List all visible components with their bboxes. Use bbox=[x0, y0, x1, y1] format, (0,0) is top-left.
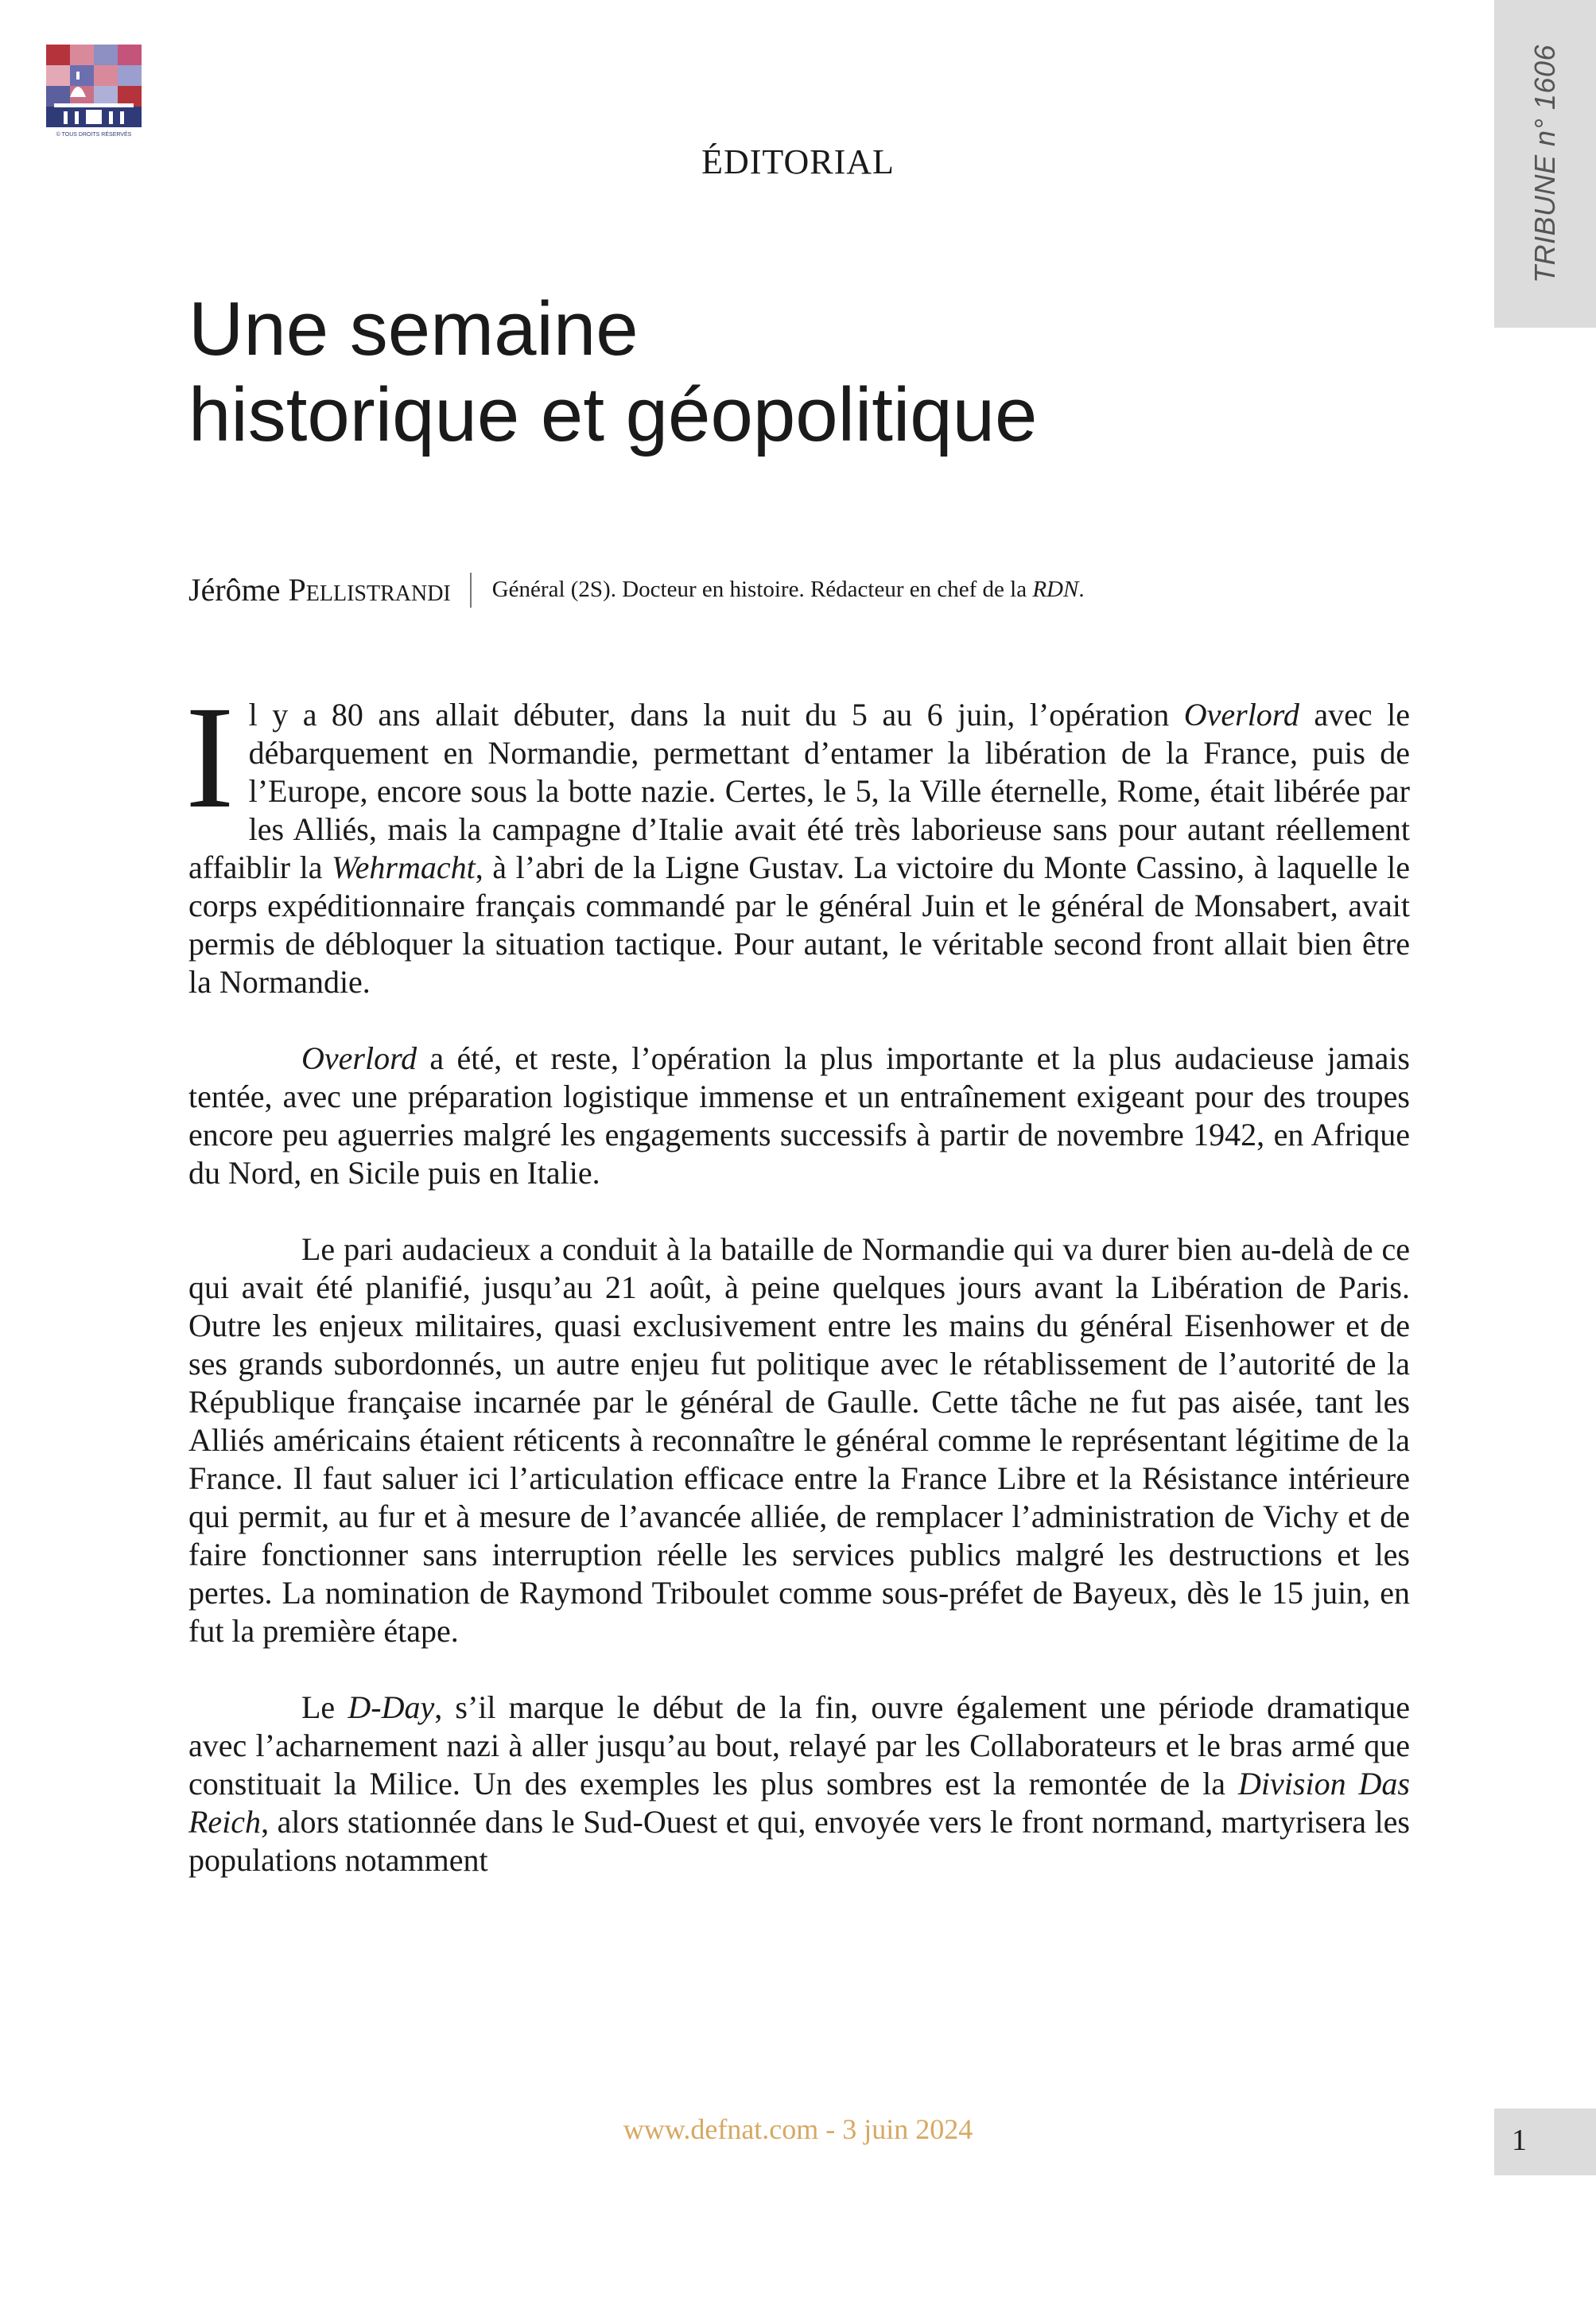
article-title bbox=[188, 286, 1037, 457]
logo-caption: © TOUS DROITS RÉSERVÉS bbox=[56, 132, 132, 138]
footer-source: www.defnat.com - 3 juin 2024 bbox=[623, 2113, 973, 2145]
tribune-number: TRIBUNE n° 1606 bbox=[1528, 44, 1561, 284]
paragraph-3: Le pari audacieux a conduit à la bataille de Normandie qui va durer bien au-delà de ce qui avait été planifié, jusqu’au 21 août, à peine quelques jours avant la Libération de Paris. Outre les enjeux militaires, quasi exclusivement entre les mains du général Eisenhower et de ses grands subordonnés, un autre enjeu fut politique avec le rétablissement de l’autorité de la République française incarnée par le général de Gaulle. Cette tâche ne fut pas aisée, tant les Alliés américains étaient réticents à reconnaître le général comme le représentant légitime de la France. Il faut saluer ici l’articulation efficace entre la France Libre et la Résistance intérieure qui permit, au fur et à mesure de l’avancée alliée, de remplacer l’administration de Vichy et de faire fonctionner sans interruption réelle les services publics malgré les destructions et les pertes. La nomination de Raymond Triboulet comme sous-préfet de Bayeux, dès le 15 juin, en fut la première étape. bbox=[188, 1231, 1410, 1649]
author-description: Général (2S). Docteur en histoire. Rédacteur en chef de la RDN. bbox=[491, 577, 1085, 602]
paragraph-4: Le D-Day, s’il marque le début de la fin, ouvre également une période dramatique avec l’acharnement nazi à aller jusqu’au bout, relayé par les Collaborateurs et le bras armé que constituait la Milice. Un des exemples les plus sombres est la remontée de la Division Das Reich, alors stationnée dans le Sud-Ouest et qui, envoyée vers le front normand, martyrisera les populations notamment bbox=[188, 1689, 1411, 1878]
author-first-name: Jérôme bbox=[188, 572, 281, 608]
article-title-line-1: Une semaine bbox=[188, 286, 639, 371]
article-body bbox=[185, 676, 1411, 1918]
section-label: ÉDITORIAL bbox=[701, 142, 895, 181]
page-number: 1 bbox=[1512, 2124, 1527, 2157]
drop-cap: I bbox=[185, 676, 235, 839]
building-dome-logo-icon bbox=[46, 45, 142, 140]
article-title-line-2: historique et géopolitique bbox=[188, 371, 1038, 457]
paragraph-2: Overlord a été, et reste, l’opération la plus importante et la plus audacieuse jamais tentée, avec une préparation logistique immense et un entraînement exigeant pour des troupes encore peu aguerries malgré les engagements successifs à partir de novembre 1942, en Afrique du Nord, en Sicile puis en Italie. bbox=[188, 1040, 1410, 1191]
author-last-name: Pellistrandi bbox=[288, 572, 451, 608]
page-number-tab bbox=[1494, 2109, 1596, 2175]
byline bbox=[188, 571, 1085, 608]
paragraph-1: Il y a 80 ans allait débuter, dans la nuit du 5 au 6 juin, l’opération Overlord avec le débarquement en Normandie, permettant d’entamer la libération de la France, puis de l’Europe, encore sous la botte nazie. Certes, le 5, la Ville éternelle, Rome, était libérée par les Alliés, mais la campagne d’Italie avait été très laborieuse sans pour autant réellement affaiblir la Wehrmacht, à l’abri de la Ligne Gustav. La victoire du Monte Cassino, à laquelle le corps expéditionnaire français commandé par le général Juin et le général de Monsabert, avait permis de débloquer la situation tactique. Pour autant, le véritable second front allait bien être la Normandie. bbox=[185, 676, 1410, 1000]
author-description-publication: RDN bbox=[1032, 577, 1079, 602]
byline-divider bbox=[470, 573, 472, 608]
publication-logo bbox=[46, 45, 142, 140]
